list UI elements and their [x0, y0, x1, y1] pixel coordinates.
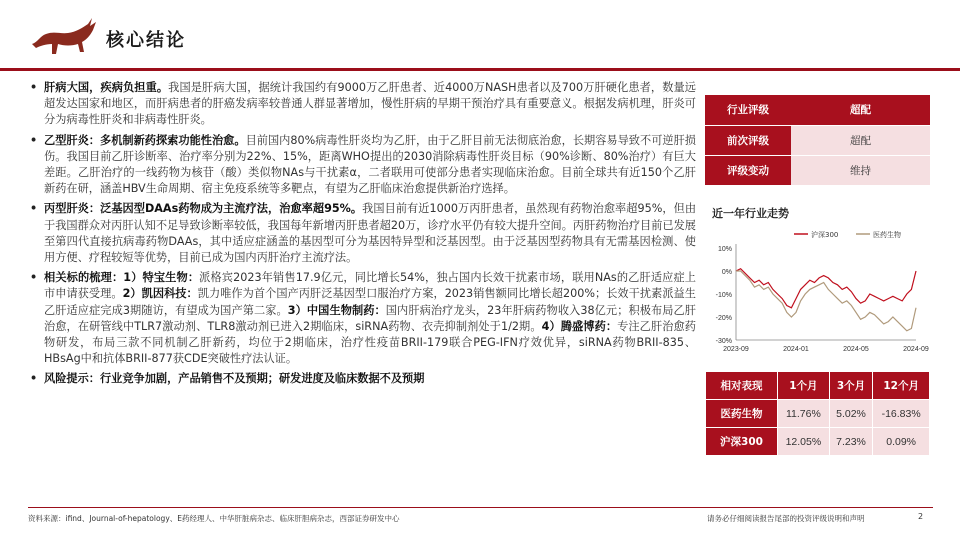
footer-divider	[28, 507, 933, 508]
rating-row	[705, 125, 930, 155]
segment-text-2: 凯力唯作为首个国产丙肝泛基因型口服治疗方案，2023销售额同比增长超200%；长效干扰素派益生乙肝适应症完成3期随访，有望成为国产第二家。	[44, 287, 696, 317]
performance-row-name: 沪深300	[706, 428, 778, 456]
performance-cell: -16.83%	[873, 400, 930, 428]
page-number: 2	[918, 512, 924, 521]
y-tick-label: 0%	[721, 269, 732, 276]
trend-title: 近一年行业走势	[712, 207, 789, 220]
performance-row	[706, 400, 930, 428]
bullet-risk-warning	[28, 371, 696, 387]
bullet-lead: 相关标的梳理：	[44, 271, 124, 285]
rating-value: 维持	[791, 155, 930, 185]
header-divider	[0, 68, 960, 71]
bullet-text: 目前国内80%病毒性肝炎均为乙肝，由于乙肝目前无法彻底治愈，长期容易导致不可逆肝损伤。我国目前乙肝诊断率、治疗率分别为22%、15%，距离WHO提出的2030消除病毒性肝炎目标（90%诊断、80%治疗）有巨大差距。乙肝治疗的一线药物为核苷（酸）类似物NAs与干扰素α，二者联用可使部分患者实现临床治愈。目前全球共有近150个乙肝新药在研，涵盖HBV生命周期、宿主免疫系统等多靶点，有望为乙肝临床治愈提供新治疗选择。	[44, 133, 696, 196]
performance-table	[705, 371, 930, 456]
y-tick-label: -20%	[715, 315, 732, 322]
rating-value: 超配	[791, 125, 930, 155]
bullet-related-companies	[28, 270, 696, 367]
bullet-text: 我国是肝病大国，据统计我国约有9000万乙肝患者、近4000万NASH患者以及700万肝硬化患者，数量远超发达国家和地区，而肝病患者的肝癌发病率较普通人群显著增加，慢性肝病的早期干预治疗具有重要意义。根据发病机理，肝炎可分为病毒性肝炎和非病毒性肝炎。	[44, 81, 696, 127]
segment-company-1: 1）特宝生物：	[123, 271, 200, 285]
performance-cell: 7.23%	[829, 428, 873, 456]
page-title: 核心结论	[106, 30, 186, 51]
trend-chart	[700, 220, 940, 360]
bullet-lead: 丙型肝炎：泛基因型DAAs药物成为主流疗法，治愈率超95%。	[44, 202, 363, 216]
legend-label: 沪深300	[811, 231, 839, 239]
performance-row	[706, 428, 930, 456]
performance-header: 3个月	[829, 372, 873, 400]
performance-header: 相对表现	[706, 372, 778, 400]
rating-row	[705, 95, 930, 125]
segment-text-1: 派格宾2023年销售17.9亿元，同比增长54%，独占国内长效干扰素市场，联用NAs的乙肝适应症上市申请获受理。	[44, 271, 696, 301]
rating-key: 行业评级	[705, 95, 791, 125]
performance-cell: 11.76%	[778, 400, 830, 428]
performance-header: 1个月	[778, 372, 830, 400]
segment-company-4: 4）腾盛博药：	[541, 319, 618, 333]
rating-table	[705, 95, 930, 186]
bullet-lead: 肝病大国，疾病负担重。	[44, 81, 169, 94]
performance-row-name: 医药生物	[706, 400, 778, 428]
disclaimer-note: 请务必仔细阅读报告尾部的投资评级说明和声明	[707, 514, 865, 523]
segment-text-4: 专注乙肝治愈药物研发，布局三款不同机制乙肝新药，均位于2期临床，治疗性疫苗BRII-179联合PEG-IFN疗效优异，siRNA药物BRII-835、HBsAg中和抗体BRII-877获CDE突破性疗法认证。	[44, 319, 696, 366]
performance-cell: 12.05%	[778, 428, 830, 456]
x-tick-label: 2024-09	[903, 346, 929, 353]
legend-label: 医药生物	[873, 231, 901, 239]
bullet-text: 我国目前有近1000万丙肝患者，虽然现有药物治愈率超95%，但由于我国群众对丙肝认知不足导致诊断率较低，我国每年新增丙肝患者超20万，诊疗水平仍有较大提升空间。丙肝药物治疗目前已发展至第四代直接抗病毒药物DAAs，其中适应症涵盖的基因型可分为基因特异型和泛基因型。由于泛基因型药物具有无需基因检测、使用方便、疗程较短等优势，目前已成为国内丙肝治疗主流疗法。	[44, 202, 697, 265]
rating-row	[705, 155, 930, 185]
x-tick-label: 2024-05	[843, 346, 869, 353]
bullet-lead: 乙型肝炎：多机制新药探索功能性治愈。	[44, 133, 246, 147]
performance-header-row	[706, 372, 930, 400]
series-line-medical	[736, 271, 916, 331]
rating-value: 超配	[791, 95, 930, 125]
header	[0, 0, 960, 70]
x-tick-label: 2023-09	[723, 346, 749, 353]
y-tick-label: 10%	[717, 246, 732, 253]
segment-text-3: 国内肝病治疗龙头，23年肝病药物收入38亿元；积极布局乙肝治愈，在研管线中TLR7激动剂、TLR8激动剂已进入2期临床，siRNA药物、衣壳抑制剂处于1/2期。	[44, 303, 696, 333]
bullet-hepatitis-c	[28, 201, 696, 266]
conclusion-body	[28, 80, 696, 392]
segment-company-3: 3）中国生物制药：	[287, 303, 386, 317]
segment-company-2: 2）凯因科技：	[122, 287, 198, 301]
rating-key: 前次评级	[705, 125, 791, 155]
bullet-lead: 风险提示：行业竞争加剧，产品销售不及预期；研发进度及临床数据不及预期	[44, 372, 425, 386]
performance-cell: 0.09%	[873, 428, 930, 456]
performance-cell: 5.02%	[829, 400, 873, 428]
y-tick-label: -30%	[715, 338, 732, 345]
rating-key: 评级变动	[705, 155, 791, 185]
source-note: 资料来源：ifind、Journal-of-hepatology、E药经理人、中华肝脏病杂志、临床肝胆病杂志，西部证券研发中心	[28, 514, 400, 523]
y-tick-label: -10%	[715, 292, 732, 299]
bullet-hepatitis-b	[28, 133, 696, 198]
bull-logo-icon	[30, 14, 102, 58]
performance-header: 12个月	[873, 372, 930, 400]
x-tick-label: 2024-01	[783, 346, 809, 353]
bullet-liver-burden	[28, 80, 696, 129]
